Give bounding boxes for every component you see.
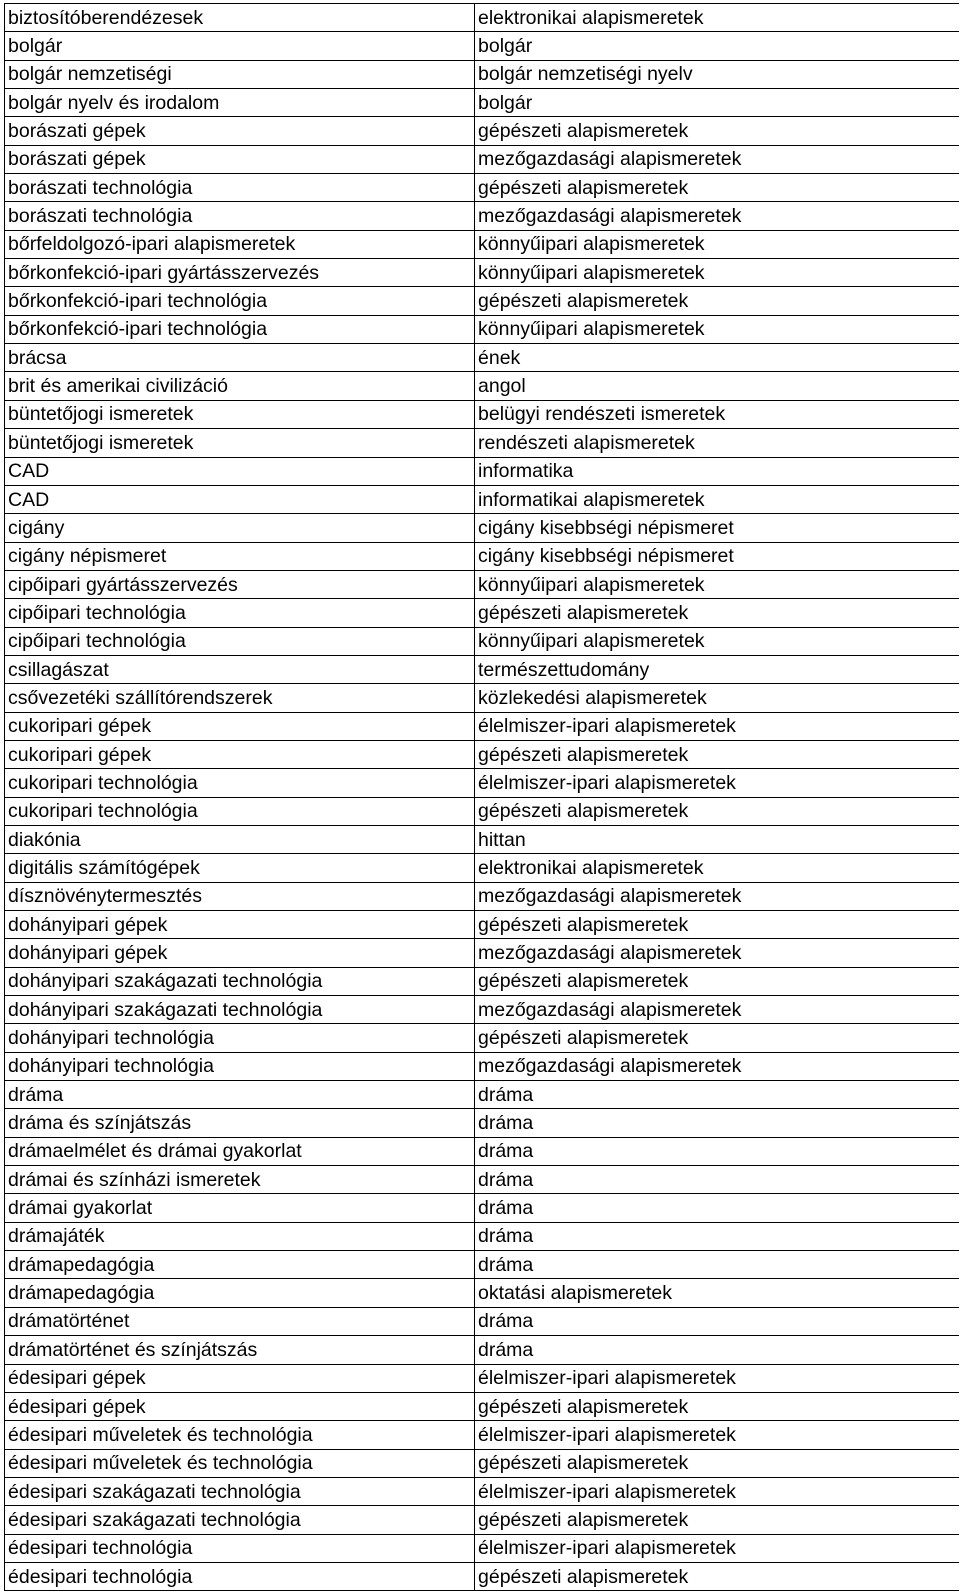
subject-name-cell: borászati gépek: [5, 145, 475, 173]
subject-name-cell: CAD: [5, 485, 475, 513]
table-row: [5, 996, 960, 1024]
table-row: [5, 1449, 960, 1477]
table-row: [5, 655, 960, 683]
exam-subject-cell: gépészeti alapismeretek: [475, 1506, 960, 1534]
subject-name-cell: drámatörténet és színjátszás: [5, 1336, 475, 1364]
subject-name-cell: dohányipari gépek: [5, 911, 475, 939]
subject-name-cell: drámajáték: [5, 1222, 475, 1250]
exam-subject-cell: bolgár nemzetiségi nyelv: [475, 60, 960, 88]
subject-name-cell: diakónia: [5, 825, 475, 853]
exam-subject-cell: mezőgazdasági alapismeretek: [475, 939, 960, 967]
table-row: [5, 485, 960, 513]
table-row: [5, 1392, 960, 1420]
subject-name-cell: dísznövénytermesztés: [5, 882, 475, 910]
subject-name-cell: brácsa: [5, 344, 475, 372]
table-row: [5, 854, 960, 882]
subject-name-cell: bőrkonfekció-ipari technológia: [5, 315, 475, 343]
exam-subject-cell: könnyűipari alapismeretek: [475, 259, 960, 287]
exam-subject-cell: bolgár: [475, 32, 960, 60]
subject-name-cell: édesipari műveletek és technológia: [5, 1449, 475, 1477]
exam-subject-cell: dráma: [475, 1251, 960, 1279]
table-row: [5, 117, 960, 145]
exam-subject-cell: elektronikai alapismeretek: [475, 854, 960, 882]
table-row: [5, 542, 960, 570]
table-row: [5, 1307, 960, 1335]
table-row: [5, 627, 960, 655]
exam-subject-cell: mezőgazdasági alapismeretek: [475, 145, 960, 173]
subject-name-cell: büntetőjogi ismeretek: [5, 429, 475, 457]
exam-subject-cell: cigány kisebbségi népismeret: [475, 542, 960, 570]
table-row: [5, 1279, 960, 1307]
table-row: [5, 429, 960, 457]
exam-subject-cell: dráma: [475, 1109, 960, 1137]
exam-subject-cell: gépészeti alapismeretek: [475, 1562, 960, 1590]
subject-name-cell: drámaelmélet és drámai gyakorlat: [5, 1137, 475, 1165]
exam-subject-cell: oktatási alapismeretek: [475, 1279, 960, 1307]
subject-name-cell: borászati technológia: [5, 202, 475, 230]
subject-name-cell: cukoripari gépek: [5, 712, 475, 740]
exam-subject-cell: mezőgazdasági alapismeretek: [475, 996, 960, 1024]
table-row: [5, 797, 960, 825]
subject-name-cell: drámai és színházi ismeretek: [5, 1166, 475, 1194]
table-row: [5, 1137, 960, 1165]
subject-name-cell: édesipari gépek: [5, 1392, 475, 1420]
exam-subject-cell: hittan: [475, 825, 960, 853]
exam-subject-cell: dráma: [475, 1081, 960, 1109]
exam-subject-cell: könnyűipari alapismeretek: [475, 315, 960, 343]
exam-subject-cell: dráma: [475, 1222, 960, 1250]
table-row: [5, 825, 960, 853]
exam-subject-cell: gépészeti alapismeretek: [475, 740, 960, 768]
table-row: [5, 740, 960, 768]
table-row: [5, 89, 960, 117]
exam-subject-cell: rendészeti alapismeretek: [475, 429, 960, 457]
table-row: [5, 315, 960, 343]
subject-name-cell: édesipari szakágazati technológia: [5, 1506, 475, 1534]
subject-name-cell: cipőipari technológia: [5, 599, 475, 627]
table-row: [5, 60, 960, 88]
exam-subject-cell: élelmiszer-ipari alapismeretek: [475, 1477, 960, 1505]
table-row: [5, 1251, 960, 1279]
exam-subject-cell: dráma: [475, 1307, 960, 1335]
exam-subject-cell: élelmiszer-ipari alapismeretek: [475, 1421, 960, 1449]
subject-name-cell: bolgár: [5, 32, 475, 60]
exam-subject-cell: gépészeti alapismeretek: [475, 174, 960, 202]
exam-subject-cell: mezőgazdasági alapismeretek: [475, 202, 960, 230]
exam-subject-cell: gépészeti alapismeretek: [475, 287, 960, 315]
table-row: [5, 939, 960, 967]
exam-subject-cell: élelmiszer-ipari alapismeretek: [475, 1364, 960, 1392]
subject-name-cell: csővezetéki szállítórendszerek: [5, 684, 475, 712]
subject-name-cell: dohányipari szakágazati technológia: [5, 967, 475, 995]
exam-subject-cell: könnyűipari alapismeretek: [475, 627, 960, 655]
exam-subject-cell: gépészeti alapismeretek: [475, 599, 960, 627]
table-row: [5, 911, 960, 939]
exam-subject-cell: belügyi rendészeti ismeretek: [475, 400, 960, 428]
table-row: [5, 1024, 960, 1052]
subject-name-cell: cukoripari technológia: [5, 797, 475, 825]
subject-name-cell: CAD: [5, 457, 475, 485]
exam-subject-cell: dráma: [475, 1166, 960, 1194]
table-row: [5, 230, 960, 258]
table-body: [5, 4, 960, 1591]
subject-name-cell: édesipari technológia: [5, 1534, 475, 1562]
table-row: [5, 259, 960, 287]
exam-subject-cell: élelmiszer-ipari alapismeretek: [475, 712, 960, 740]
exam-subject-cell: angol: [475, 372, 960, 400]
table-row: [5, 1477, 960, 1505]
subject-name-cell: cukoripari gépek: [5, 740, 475, 768]
subject-name-cell: bolgár nyelv és irodalom: [5, 89, 475, 117]
subject-mapping-table: [4, 3, 959, 1591]
exam-subject-cell: gépészeti alapismeretek: [475, 1024, 960, 1052]
exam-subject-cell: élelmiszer-ipari alapismeretek: [475, 1534, 960, 1562]
table-row: [5, 400, 960, 428]
table-row: [5, 684, 960, 712]
table-row: [5, 1194, 960, 1222]
exam-subject-cell: gépészeti alapismeretek: [475, 1449, 960, 1477]
exam-subject-cell: dráma: [475, 1336, 960, 1364]
subject-name-cell: édesipari technológia: [5, 1562, 475, 1590]
subject-name-cell: borászati technológia: [5, 174, 475, 202]
exam-subject-cell: informatikai alapismeretek: [475, 485, 960, 513]
exam-subject-cell: könnyűipari alapismeretek: [475, 230, 960, 258]
table-row: [5, 4, 960, 32]
subject-name-cell: dohányipari technológia: [5, 1024, 475, 1052]
table-row: [5, 1052, 960, 1080]
subject-name-cell: dohányipari szakágazati technológia: [5, 996, 475, 1024]
exam-subject-cell: gépészeti alapismeretek: [475, 911, 960, 939]
subject-name-cell: cipőipari technológia: [5, 627, 475, 655]
exam-subject-cell: ének: [475, 344, 960, 372]
exam-subject-cell: dráma: [475, 1137, 960, 1165]
table-row: [5, 967, 960, 995]
subject-name-cell: édesipari szakágazati technológia: [5, 1477, 475, 1505]
exam-subject-cell: természettudomány: [475, 655, 960, 683]
table-row: [5, 1081, 960, 1109]
subject-name-cell: bőrfeldolgozó-ipari alapismeretek: [5, 230, 475, 258]
table-row: [5, 287, 960, 315]
subject-name-cell: dráma és színjátszás: [5, 1109, 475, 1137]
exam-subject-cell: könnyűipari alapismeretek: [475, 570, 960, 598]
table-row: [5, 202, 960, 230]
exam-subject-cell: gépészeti alapismeretek: [475, 967, 960, 995]
exam-subject-cell: mezőgazdasági alapismeretek: [475, 1052, 960, 1080]
table-row: [5, 882, 960, 910]
table-row: [5, 372, 960, 400]
subject-name-cell: bolgár nemzetiségi: [5, 60, 475, 88]
table-row: [5, 514, 960, 542]
subject-name-cell: csillagászat: [5, 655, 475, 683]
table-row: [5, 457, 960, 485]
exam-subject-cell: bolgár: [475, 89, 960, 117]
exam-subject-cell: cigány kisebbségi népismeret: [475, 514, 960, 542]
subject-name-cell: cipőipari gyártásszervezés: [5, 570, 475, 598]
exam-subject-cell: dráma: [475, 1194, 960, 1222]
exam-subject-cell: gépészeti alapismeretek: [475, 117, 960, 145]
exam-subject-cell: élelmiszer-ipari alapismeretek: [475, 769, 960, 797]
subject-name-cell: büntetőjogi ismeretek: [5, 400, 475, 428]
table-row: [5, 145, 960, 173]
subject-name-cell: borászati gépek: [5, 117, 475, 145]
table-row: [5, 1534, 960, 1562]
exam-subject-cell: közlekedési alapismeretek: [475, 684, 960, 712]
subject-name-cell: biztosítóberendézesek: [5, 4, 475, 32]
subject-name-cell: dohányipari technológia: [5, 1052, 475, 1080]
table-row: [5, 1506, 960, 1534]
table-row: [5, 769, 960, 797]
subject-name-cell: bőrkonfekció-ipari technológia: [5, 287, 475, 315]
exam-subject-cell: gépészeti alapismeretek: [475, 1392, 960, 1420]
subject-name-cell: dráma: [5, 1081, 475, 1109]
exam-subject-cell: elektronikai alapismeretek: [475, 4, 960, 32]
table-row: [5, 1222, 960, 1250]
table-row: [5, 1109, 960, 1137]
table-row: [5, 344, 960, 372]
table-row: [5, 1364, 960, 1392]
subject-name-cell: drámapedagógia: [5, 1279, 475, 1307]
subject-name-cell: digitális számítógépek: [5, 854, 475, 882]
exam-subject-cell: mezőgazdasági alapismeretek: [475, 882, 960, 910]
table-row: [5, 1166, 960, 1194]
table-row: [5, 174, 960, 202]
table-row: [5, 712, 960, 740]
document-page: [4, 3, 959, 1594]
subject-name-cell: cigány: [5, 514, 475, 542]
subject-name-cell: édesipari műveletek és technológia: [5, 1421, 475, 1449]
subject-name-cell: brit és amerikai civilizáció: [5, 372, 475, 400]
table-row: [5, 1336, 960, 1364]
exam-subject-cell: informatika: [475, 457, 960, 485]
subject-name-cell: drámapedagógia: [5, 1251, 475, 1279]
subject-name-cell: édesipari gépek: [5, 1364, 475, 1392]
exam-subject-cell: gépészeti alapismeretek: [475, 797, 960, 825]
subject-name-cell: dohányipari gépek: [5, 939, 475, 967]
table-row: [5, 32, 960, 60]
subject-name-cell: drámatörténet: [5, 1307, 475, 1335]
subject-name-cell: bőrkonfekció-ipari gyártásszervezés: [5, 259, 475, 287]
table-row: [5, 599, 960, 627]
table-row: [5, 1421, 960, 1449]
table-row: [5, 1562, 960, 1590]
subject-name-cell: cukoripari technológia: [5, 769, 475, 797]
table-row: [5, 570, 960, 598]
subject-name-cell: cigány népismeret: [5, 542, 475, 570]
subject-name-cell: drámai gyakorlat: [5, 1194, 475, 1222]
